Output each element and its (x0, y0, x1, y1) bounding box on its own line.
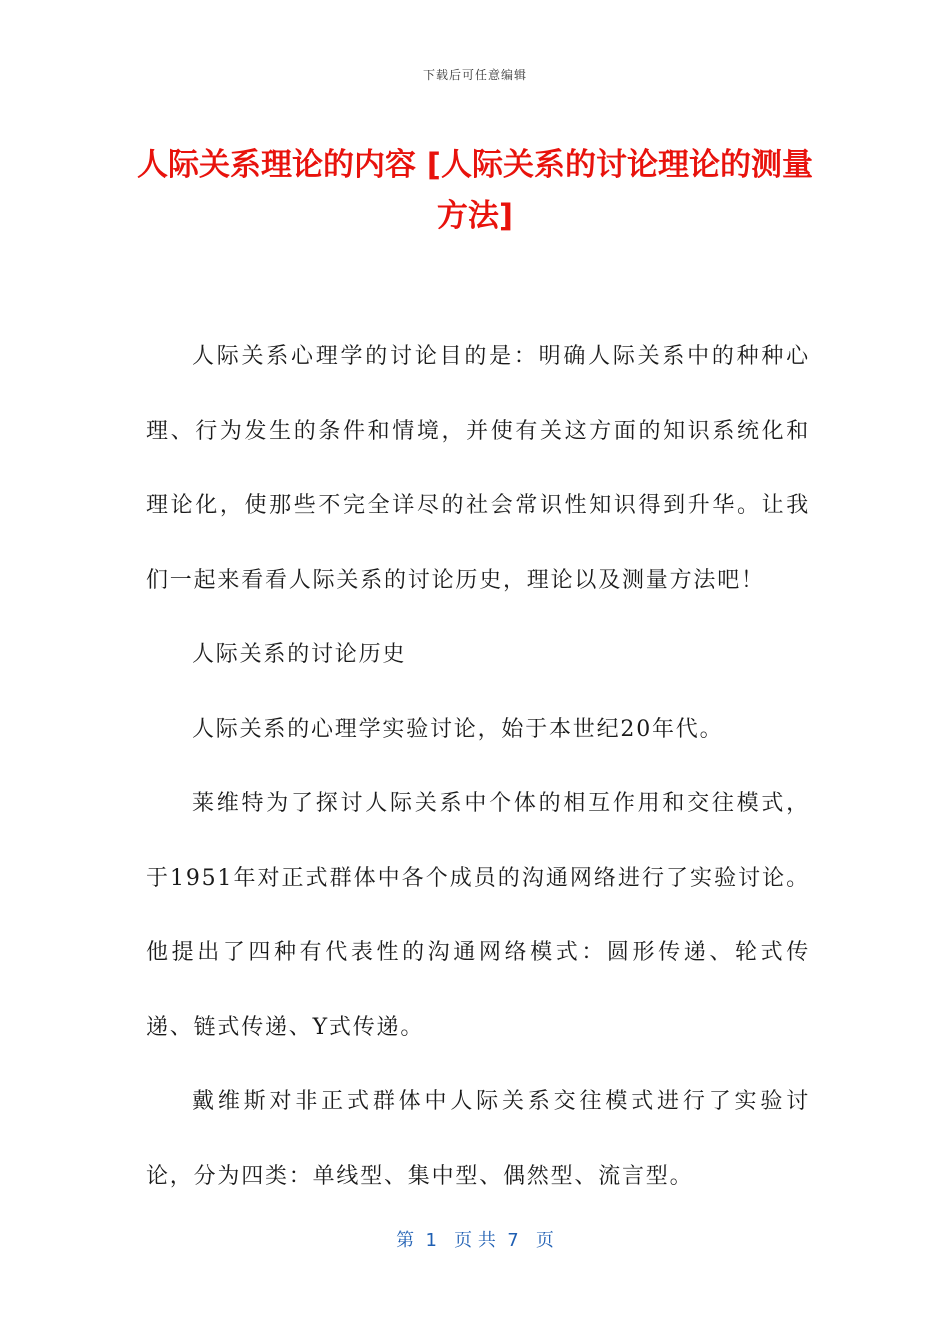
page-footer: 第 1 页 共 7 页 (396, 1230, 554, 1251)
document-title: 人际关系理论的内容 [人际关系的讨论理论的测量方法] (137, 147, 813, 234)
page-header: 下载后可任意编辑 (422, 68, 527, 82)
paragraph-davis: 戴维斯对非正式群体中人际关系交往模式进行了实验讨论，分为四类：单线型、集中型、偶然型、流言型。 (146, 1089, 810, 1189)
paragraph-leavitt: 莱维特为了探讨人际关系中个体的相互作用和交往模式，于1951年对正式群体中各个成员的沟通网络进行了实验讨论。他提出了四种有代表性的沟通网络模式：圆形传递、轮式传递、链式传递、Y式传递。 (146, 791, 810, 1040)
section-heading-history: 人际关系的讨论历史 (192, 642, 407, 667)
paragraph-intro: 人际关系心理学的讨论目的是：明确人际关系中的种种心理、行为发生的条件和情境，并使有关这方面的知识系统化和理论化，使那些不完全详尽的社会常识性知识得到升华。让我们一起来看看人际关系的讨论历史，理论以及测量方法吧！ (146, 344, 810, 593)
document-body (146, 320, 810, 1214)
paragraph-history-start: 人际关系的心理学实验讨论，始于本世纪20年代。 (192, 716, 724, 742)
